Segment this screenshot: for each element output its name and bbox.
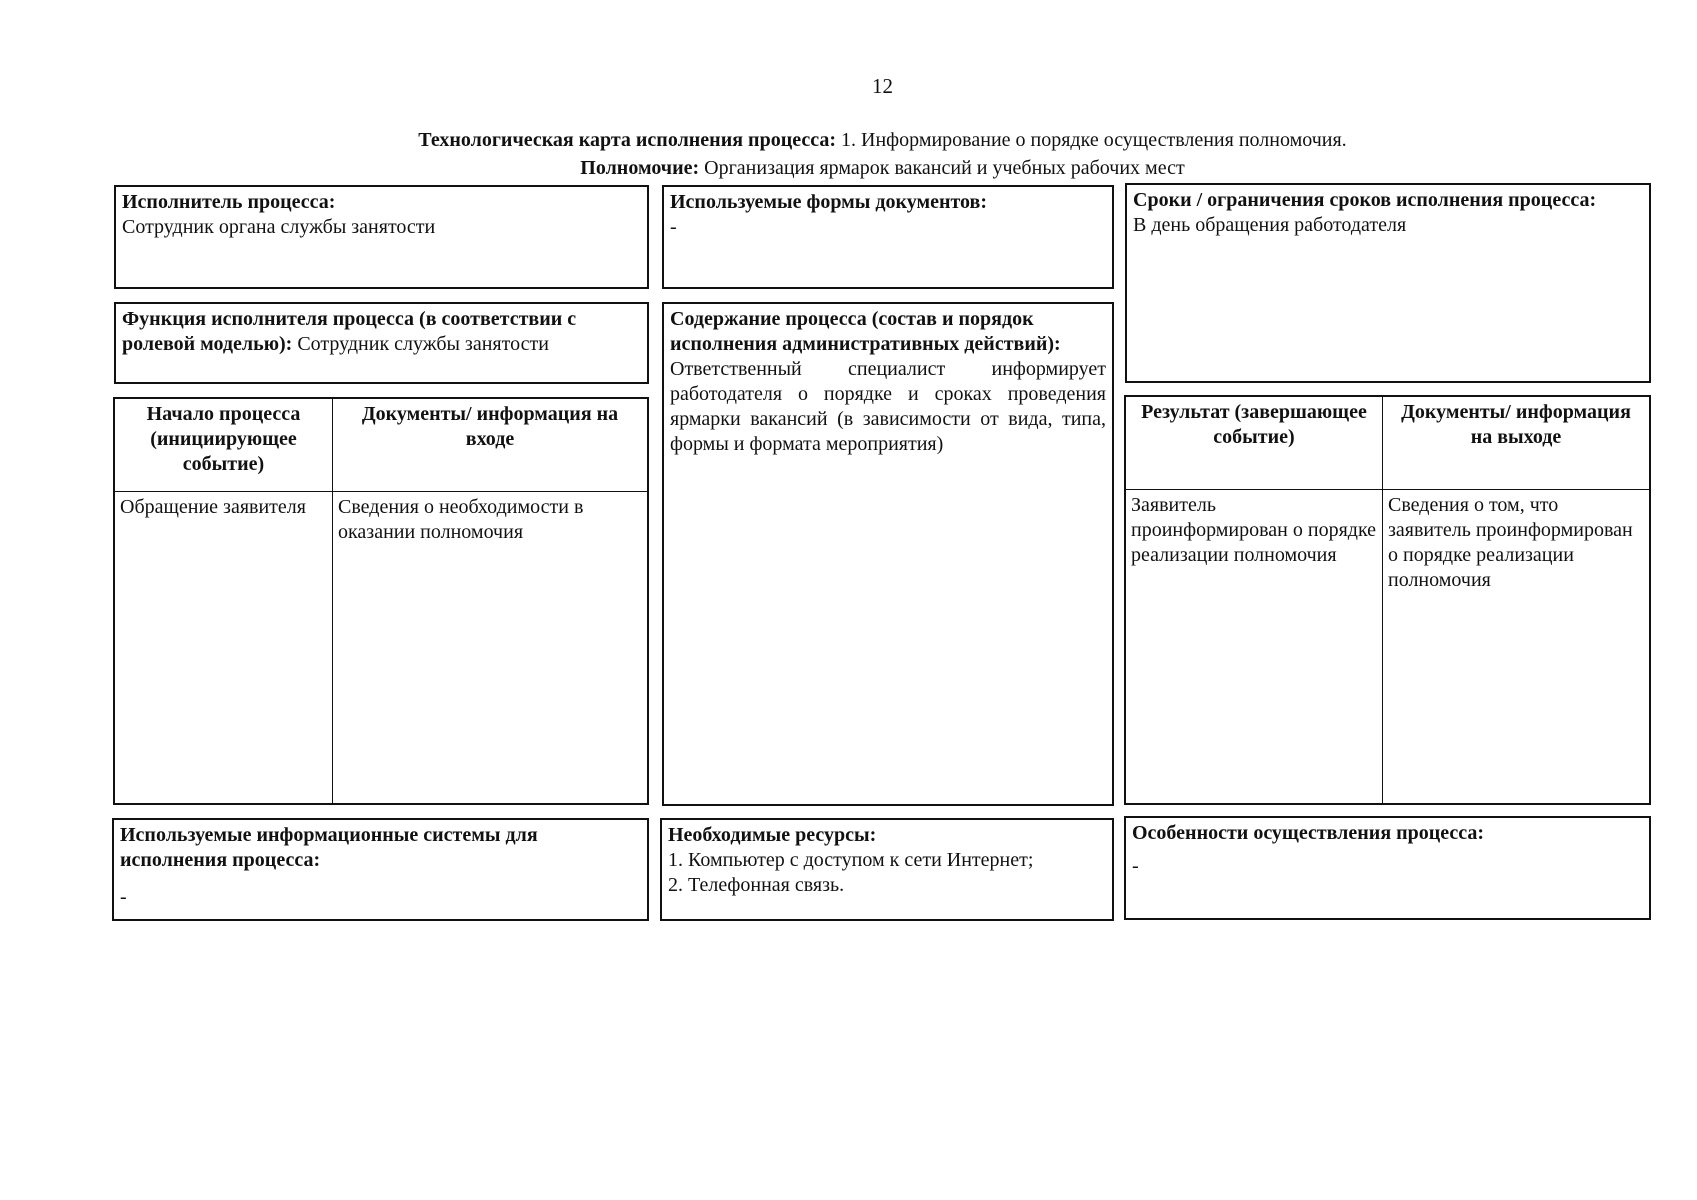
executor-heading: Исполнитель процесса: [122, 191, 336, 213]
resources-heading: Необходимые ресурсы: [668, 824, 877, 846]
executor-value: Сотрудник органа службы занятости [122, 216, 436, 238]
info-systems-box [112, 818, 649, 921]
resources-item-2: 2. Телефонная связь. [668, 874, 845, 896]
content-box [662, 302, 1114, 806]
forms-value: - [670, 216, 677, 238]
result-event-value: Заявитель проинформирован о порядке реализации полномочия [1126, 490, 1383, 803]
features-box [1124, 816, 1651, 920]
input-documents-value: Сведения о необходимости в оказании полномочия [338, 496, 584, 543]
features-heading: Особенности осуществления процесса: [1132, 822, 1485, 844]
function-box [114, 302, 649, 384]
process-title [0, 127, 1697, 153]
deadlines-box [1125, 183, 1651, 383]
authority-title [0, 155, 1697, 181]
authority-title-value: Организация ярмарок вакансий и учебных рабочих мест [699, 157, 1185, 179]
result-table [1124, 395, 1651, 805]
forms-heading: Используемые формы документов: [670, 191, 988, 213]
resources-item-1: 1. Компьютер с доступом к сети Интернет; [668, 849, 1034, 871]
page-number: 12 [872, 74, 893, 98]
info-systems-value: - [120, 886, 127, 908]
deadlines-value: В день обращения работодателя [1133, 214, 1407, 236]
start-event-value: Обращение заявителя [115, 492, 333, 803]
content-heading: Содержание процесса (состав и порядок исполнения административных действий): [670, 308, 1061, 355]
forms-box [662, 185, 1114, 289]
process-title-value: 1. Информирование о порядке осуществления полномочия. [836, 129, 1347, 151]
start-table [113, 397, 649, 805]
deadlines-heading: Сроки / ограничения сроков исполнения процесса: [1133, 189, 1597, 211]
function-heading: Функция исполнителя процесса (в соответствии с ролевой моделью): [122, 308, 577, 355]
start-event-header: Начало процесса (инициирующее событие) [115, 399, 333, 492]
authority-title-label: Полномочие: [580, 157, 700, 179]
process-title-label: Технологическая карта исполнения процесса: [418, 129, 837, 151]
features-value: - [1132, 855, 1139, 877]
result-event-header: Результат (завершающее событие) [1126, 397, 1383, 490]
content-value: Ответственный специалист информирует работодателя о порядке и сроках проведения ярмарки вакансий (в зависимости от вида, типа, формы и формата мероприятия) [670, 358, 1106, 455]
output-documents-header: Документы/ информация на выходе [1383, 397, 1649, 490]
function-value: Сотрудник службы занятости [292, 333, 549, 355]
resources-box [660, 818, 1114, 921]
input-documents-header: Документы/ информация на входе [333, 399, 647, 492]
executor-box [114, 185, 649, 289]
info-systems-heading: Используемые информационные системы для исполнения процесса: [120, 824, 538, 871]
output-documents-value: Сведения о том, что заявитель проинформирован о порядке реализации полномочия [1388, 494, 1633, 591]
